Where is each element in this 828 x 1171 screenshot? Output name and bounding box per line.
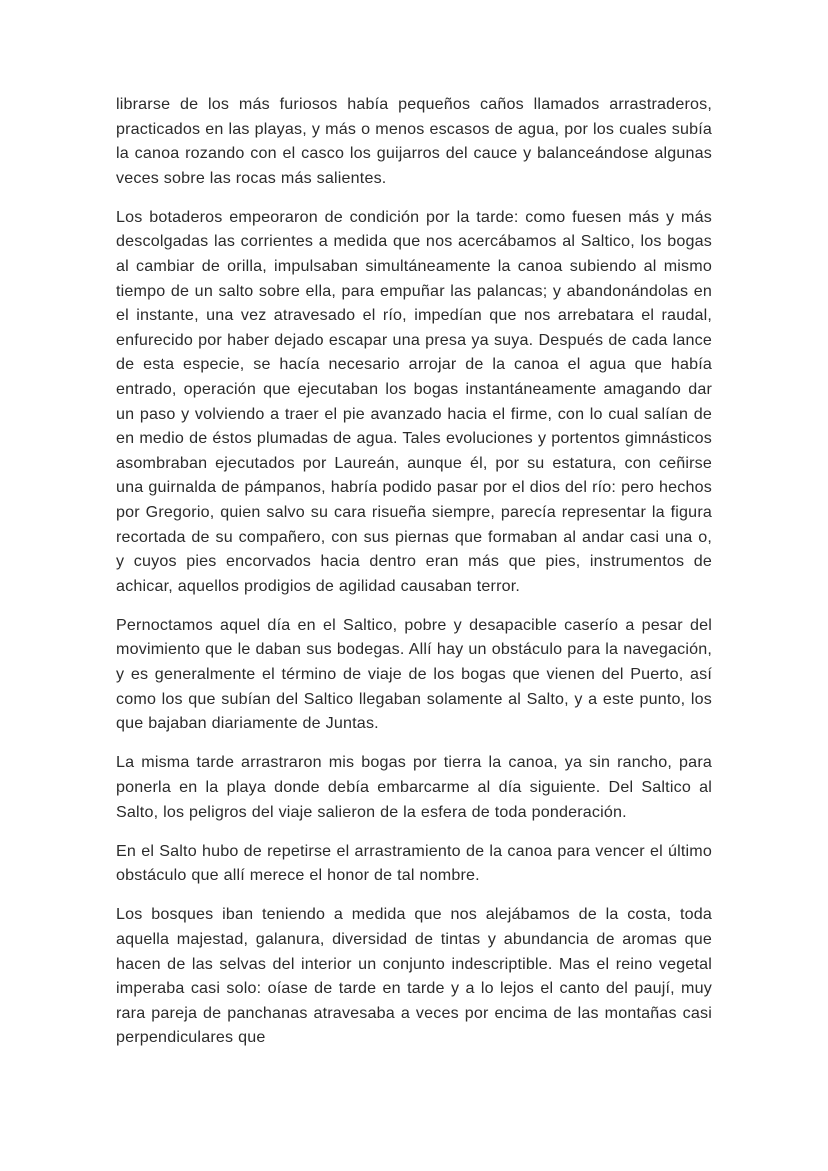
paragraph-2: Los botaderos empeoraron de condición por la tarde: como fuesen más y más descolgadas las corrientes a medida que nos acercábamos al Saltico, los bogas al cambiar de orilla, impulsaban simultáneamente la canoa subiendo al mismo tiempo de un salto sobre ella, para empuñar las palancas; y abandonándolas en el instante, una vez atravesado el río, impedían que nos arrebatara el raudal, enfurecido por haber dejado escapar una presa ya suya. Después de cada lance de esta especie, se hacía necesario arrojar de la canoa el agua que había entrado, operación que ejecutaban los bogas instantáneamente amagando dar un paso y volviendo a traer el pie avanzado hacia el firme, con lo cual salían de en medio de éstos plumadas de agua. Tales evoluciones y portentos gimnásticos asombraban ejecutados por Laureán, aunque él, por su estatura, con ceñirse una guirnalda de pámpanos, habría podido pasar por el dios del río: pero hechos por Gregorio, quien salvo su cara risueña siempre, parecía representar la figura recortada de su compañero, con sus piernas que formaban al andar casi una o, y cuyos pies encorvados hacia dentro eran más que pies, instrumentos de achicar, aquellos prodigios de agilidad causaban terror. [116, 207, 712, 595]
paragraph-3: Pernoctamos aquel día en el Saltico, pobre y desapacible caserío a pesar del movimiento que le daban sus bodegas. Allí hay un obstáculo para la navegación, y es generalmente el término de viaje de los bogas que vienen del Puerto, así como los que subían del Saltico llegaban solamente al Salto, y a este punto, los que bajaban diariamente de Juntas. [116, 615, 712, 733]
paragraph-4: La misma tarde arrastraron mis bogas por tierra la canoa, ya sin rancho, para ponerla en la playa donde debía embarcarme al día siguiente. Del Saltico al Salto, los peligros del viaje salieron de la esfera de toda ponderación. [116, 753, 712, 821]
body-text-column [116, 92, 712, 1050]
paragraph-5: En el Salto hubo de repetirse el arrastramiento de la canoa para vencer el último obstáculo que allí merece el honor de tal nombre. [116, 841, 712, 885]
paragraph-6: Los bosques iban teniendo a medida que nos alejábamos de la costa, toda aquella majestad, galanura, diversidad de tintas y abundancia de aromas que hacen de las selvas del interior un conjunto indescriptible. Mas el reino vegetal imperaba casi solo: oíase de tarde en tarde y a lo lejos el canto del paují, muy rara pareja de panchanas atravesaba a veces por encima de las montañas casi perpendiculares que [116, 905, 712, 1047]
paragraph-1: librarse de los más furiosos había pequeños caños llamados arrastraderos, practicados en las playas, y más o menos escasos de agua, por los cuales subía la canoa rozando con el casco los guijarros del cauce y balanceándose algunas veces sobre las rocas más salientes. [116, 95, 712, 187]
